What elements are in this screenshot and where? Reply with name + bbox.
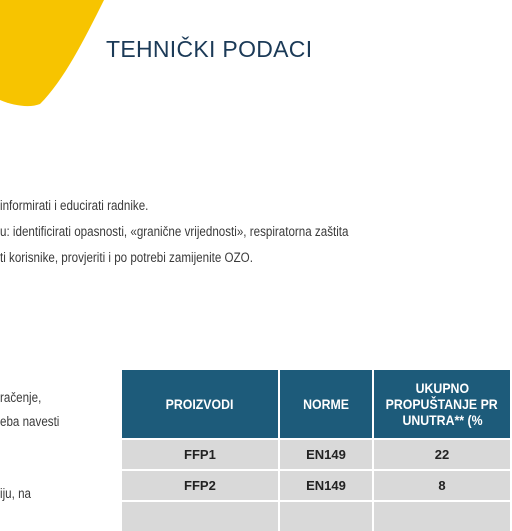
- page-title: TEHNIČKI PODACI: [106, 36, 313, 62]
- cell-leakage: 22: [373, 439, 511, 470]
- body-line-3: ti korisnike, provjeriti i po potrebi zamijenite OZO.: [0, 250, 253, 265]
- yellow-corner-decoration: [0, 0, 120, 110]
- side-text-line-1: račenje,: [0, 390, 42, 405]
- body-line-1: informirati i educirati radnike.: [0, 198, 149, 213]
- table-header-row: [122, 370, 511, 439]
- side-text-line-3: iju, na: [0, 486, 31, 501]
- header-line-2: PROPUŠTANJE PR: [385, 396, 499, 412]
- table-row: [122, 470, 511, 501]
- body-line-2: u: identificirati opasnosti, «granične vrijednosti», respiratorna zaštita: [0, 224, 349, 239]
- cell-leakage: 8: [373, 470, 511, 501]
- cell-product: FFP1: [122, 439, 279, 470]
- header-line-3: UNUTRA** (%: [401, 412, 483, 428]
- cell-empty: [373, 501, 511, 531]
- column-header-total-leakage: [373, 370, 511, 439]
- technical-data-table: [122, 370, 512, 531]
- table-row: [122, 439, 511, 470]
- cell-norm: EN149: [279, 439, 373, 470]
- header-line-1: UKUPNO: [415, 380, 469, 396]
- table-row: [122, 501, 511, 531]
- side-text-line-2: eba navesti: [0, 414, 60, 429]
- cell-empty: [279, 501, 373, 531]
- cell-product: FFP2: [122, 470, 279, 501]
- column-header-norms: NORME: [279, 370, 373, 439]
- column-header-products: PROIZVODI: [122, 370, 279, 439]
- cell-empty: [122, 501, 279, 531]
- cell-norm: EN149: [279, 470, 373, 501]
